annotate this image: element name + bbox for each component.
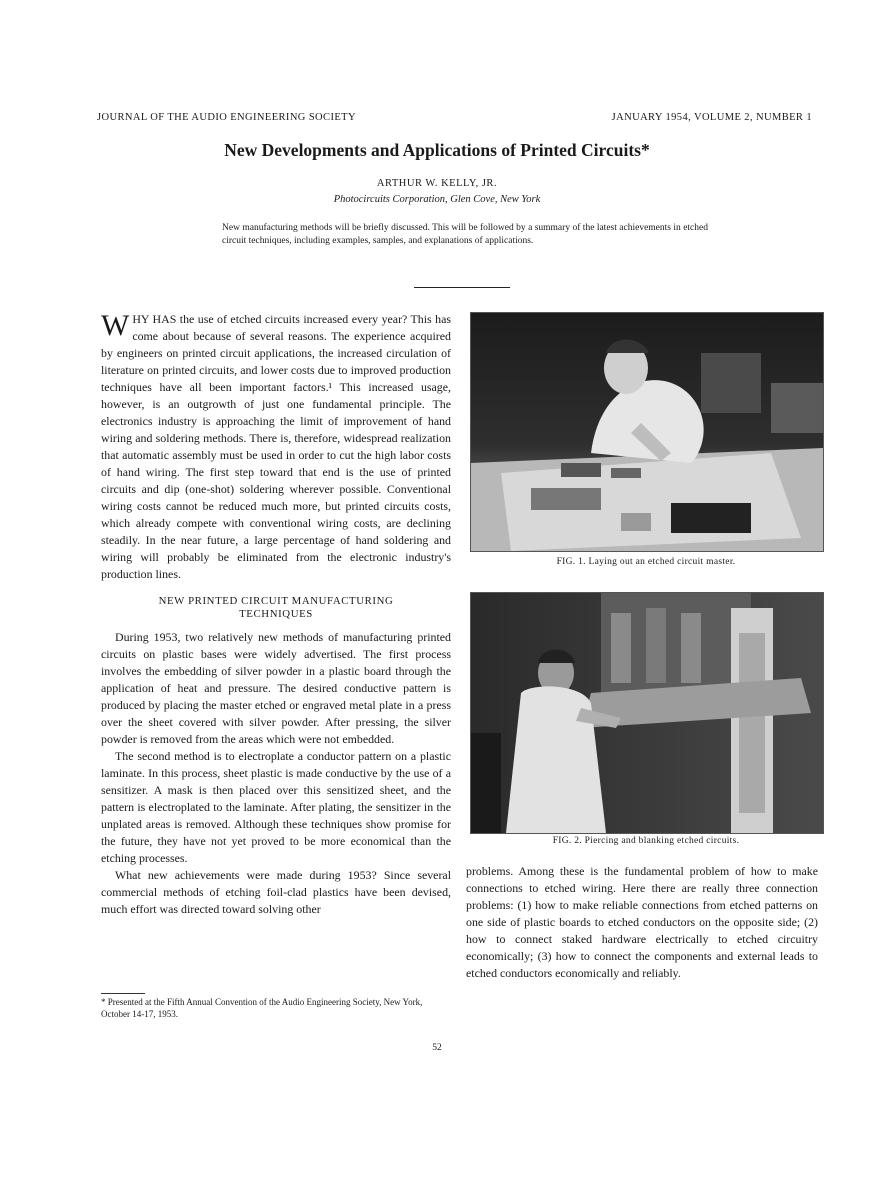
footnote-rule (101, 993, 145, 994)
footnote: * Presented at the Fifth Annual Convention of the Audio Engineering Society, New York, October 14-17, 1953. (101, 997, 423, 1019)
page-number: 52 (432, 1043, 442, 1053)
author-affiliation: Photocircuits Corporation, Glen Cove, New York (333, 194, 541, 205)
figure-2-caption: FIG. 2. Piercing and blanking etched circuits. (552, 836, 740, 846)
figure-2-photo (470, 592, 824, 834)
paragraph-electroplate: The second method is to electroplate a conductor pattern on a plastic laminate. In this process, sheet plastic is made conductive by the use of a sensitizer. A mask is then placed over this sensitized sheet, and the pattern is electroplated to the laminate. After plating, the sensitizer in the unplated areas is removed. Although these techniques show promise for the future, they have not yet proved to be more economical than the etching processes. (101, 749, 451, 865)
running-header-journal: JOURNAL OF THE AUDIO ENGINEERING SOCIETY (97, 112, 356, 123)
abstract: New manufacturing methods will be briefly discussed. This will be followed by a summary of the latest achievements in etched circuit techniques, including examples, samples, and explanations of applications. (222, 223, 708, 246)
figure-1-photo (470, 312, 824, 552)
left-column (101, 311, 451, 918)
section-divider (414, 287, 510, 288)
author-name: ARTHUR W. KELLY, JR. (376, 178, 498, 189)
figure-1-caption: FIG. 1. Laying out an etched circuit master. (556, 557, 736, 567)
paragraph-intro (101, 311, 451, 583)
paragraph-embedding: During 1953, two relatively new methods of manufacturing printed circuits on plastic bases were widely advertised. The first process involves the embedding of silver powder in a plastic board through the application of heat and pressure. The desired conductive pattern is produced by placing the master etched or engraved metal plate in a press over the sheet covered with silver powder. After pressing, the silver powder is removed from the areas which were not embedded. (101, 630, 451, 746)
running-header-issue: JANUARY 1954, VOLUME 2, NUMBER 1 (611, 112, 812, 123)
drop-cap: W (101, 309, 130, 342)
article-title: New Developments and Applications of Printed Circuits* (224, 140, 650, 160)
paragraph-intro-text: HY HAS the use of etched circuits increased every year? This has come about because of several reasons. The experience acquired by engineers on printed circuit applications, the increased circulation of literature on printed circuits, and lower costs due to improved production techniques have all been important factors.¹ This increased usage, however, is an outgrowth of just one fundamental principle. The electronics industry is approaching the limit of improvement of hand wiring and soldering methods. There is, therefore, widespread realization that automatic assembly must be used in order to cut the high labor costs of hand wiring. The first step toward that end is the use of printed circuits and dip (one-shot) soldering wherever possible. Conventional wiring costs cannot be reduced much more, but printed circuits costs, which already compete with conventional wiring costs, are declining steadily. In the near future, a large percentage of hand soldering and wiring will probably be eliminated from the electronic industry's production lines. (101, 312, 451, 581)
right-column (466, 863, 818, 982)
paragraph-achievements: What new achievements were made during 1953? Since several commercial methods of etching foil-clad plastics have been devised, much effort was directed toward solving other (101, 868, 451, 916)
section-heading: NEW PRINTED CIRCUIT MANUFACTURING TECHNIQUES (158, 595, 394, 620)
figure-1-image (471, 313, 823, 551)
paragraph-connection-problems: problems. Among these is the fundamental problem of how to make connections to etched wiring. Here there are really three connection problems: (1) how to make reliable connections from etched patterns on one side of plastic boards to etched conductors on the opposite side; (2) how to connect staked hardware electrically to etched circuitry economically; (3) how to connect the components and external leads to etched conductors economically and reliably. (466, 864, 818, 980)
figure-2-image (471, 593, 823, 833)
